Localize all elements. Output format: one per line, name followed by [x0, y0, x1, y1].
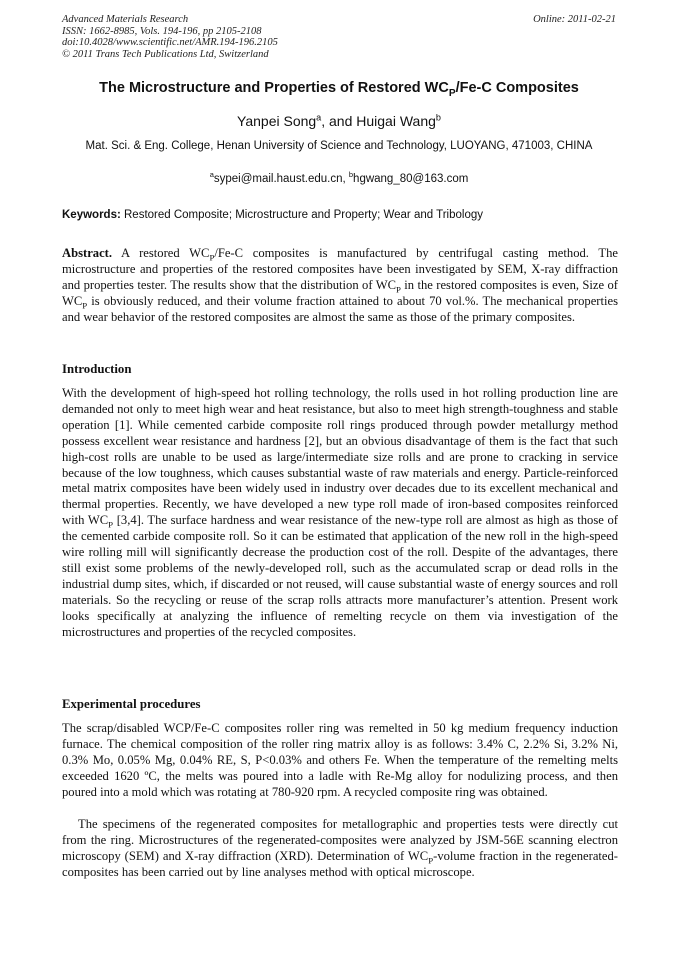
exp-sub-1: P [428, 855, 434, 866]
affiliation: Mat. Sci. & Eng. College, Henan University of Science and Technology, LUOYANG, 471003, CHINA [85, 140, 593, 152]
experimental-paragraph-1: The scrap/disabled WCP/Fe-C composites roller ring was remelted in 50 kg medium frequency induction furnace. The chemical composition of the roller ring matrix alloy is as follows: 3.4% C, 2.2% Si, 3.2% Ni, 0.3% Mo, 0.05% Mg, 0.04% RE, S, P<0.03% and others Fe. When the temperature of the remelting melts exceeded 1620 ºC, the melts was poured into a ladle with Re-Mg alloy for nodulizing process, and then poured into a mold which was rotating at 780-920 rpm. A recycled composite ring was obtained. [62, 721, 618, 799]
abstract-label: Abstract. [62, 246, 113, 260]
doi-line[interactable]: doi:10.4028/www.scientific.net/AMR.194-196.2105 [62, 37, 278, 48]
experimental-heading: Experimental procedures [62, 697, 201, 711]
issn-line: ISSN: 1662-8985, Vols. 194-196, pp 2105-2108 [62, 25, 262, 37]
abstract-text-3: in the restored composites is even, Size of WC [62, 277, 618, 308]
journal-header [62, 14, 616, 60]
exp-text-2b: -volume fraction in the regenerated-composites has been carried out by line analyses method with optical microscope. [62, 848, 618, 879]
title-main: The Microstructure and Properties of Restored WC [99, 80, 449, 96]
author-1-affil-mark: a [316, 112, 322, 123]
abstract-text-4: is obviously reduced, and their volume fraction attained to about 70 vol.%. The mechanical properties and wear behavior of the restored composites are almost the same as those of the primary composites. [62, 293, 618, 324]
author-emails [40, 170, 638, 185]
abstract-text-2: /Fe-C composites is manufactured by centrifugal casting method. The microstructure and properties of the restored composites have been investigated by SEM, X-ray diffraction and properties tester. The results show that the distribution of WC [62, 246, 618, 292]
email-b-mark: b [348, 170, 354, 180]
introduction-heading: Introduction [62, 362, 132, 376]
exp-text-2a: The specimens of the regenerated composites for metallographic and properties tests were directly cut from the ring. Microstructures of the regenerated-composites were analyzed by JSM-56E scanning electron microscopy (SEM) and X-ray diffraction (XRD). Determination of WC [62, 817, 618, 863]
journal-name: Advanced Materials Research [62, 14, 189, 25]
author-list [40, 113, 638, 129]
keywords [62, 209, 618, 221]
intro-sub-1: P [108, 519, 114, 530]
keywords-text: Restored Composite; Microstructure and Property; Wear and Tribology [120, 209, 483, 221]
intro-text-2: [3,4]. The surface hardness and wear resistance of the new-type roll are almost as high as those of the cemented carbide composite roll. So it can be estimated that application of the new roll in the high-speed wire rolling mill will significantly decrease the production cost of the roll. Despite of the advantages, there still exist some problems of the newly-developed roll, such as the accumulated scrap or dead rolls in the industrial dump sites, which, if discarded or not reused, will cause substantial waste of energy sources and roll materials. So the recycling or reuse of the scrap rolls attracts more manufacturer’s attention. Present work looks specifically at analyzing the influence of remelting recycle on them via investigation of the microstructures and properties of the recycled composites. [62, 513, 618, 639]
author-2-affil-mark: b [435, 112, 441, 123]
paper-title [40, 80, 638, 99]
title-rest: /Fe-C Composites [455, 80, 579, 96]
abstract-sub-2: P [395, 284, 401, 295]
email-b[interactable]: hgwang_80@163.com [353, 173, 469, 185]
abstract-paragraph [62, 246, 618, 326]
abstract-text-1: A restored WC [112, 246, 210, 260]
author-1: Yanpei Song [237, 113, 317, 129]
copyright-line: © 2011 Trans Tech Publications Ltd, Switzerland [62, 48, 269, 60]
keywords-label: Keywords: [62, 209, 121, 221]
author-2: , and Huigai Wang [321, 113, 436, 129]
abstract-sub-1: P [209, 252, 215, 263]
online-date: Online: 2011-02-21 [533, 14, 616, 25]
email-a[interactable]: sypei@mail.haust.edu.cn, [213, 173, 349, 185]
introduction-paragraph [62, 386, 618, 641]
intro-text-1: With the development of high-speed hot rolling technology, the rolls used in hot rolling production line are demanded not only to meet high wear and heat resistance, but also to meet high strength-toughness and stable operation [1]. While cemented carbide composite roll rings produced through powder metallurgy method possess excellent wear resistance and hardness [2], but an obvious disadvantage of them is the fact that such high-cost rolls are unable to be used as large/intermediate size rolls and are prone to cracking in service because of the low toughness, which causes substantial waste of raw materials and energy. Particle-reinforced metal matrix composites have been widely used in industry over decades due to its excellent mechanical and thermal properties. Recently, we have developed a new type roll made of iron-based composites reinforced with WC [62, 386, 618, 528]
abstract-sub-3: P [82, 300, 88, 311]
experimental-paragraph-2 [62, 817, 618, 881]
email-a-mark: a [209, 170, 214, 180]
title-subscript: P [448, 87, 456, 99]
